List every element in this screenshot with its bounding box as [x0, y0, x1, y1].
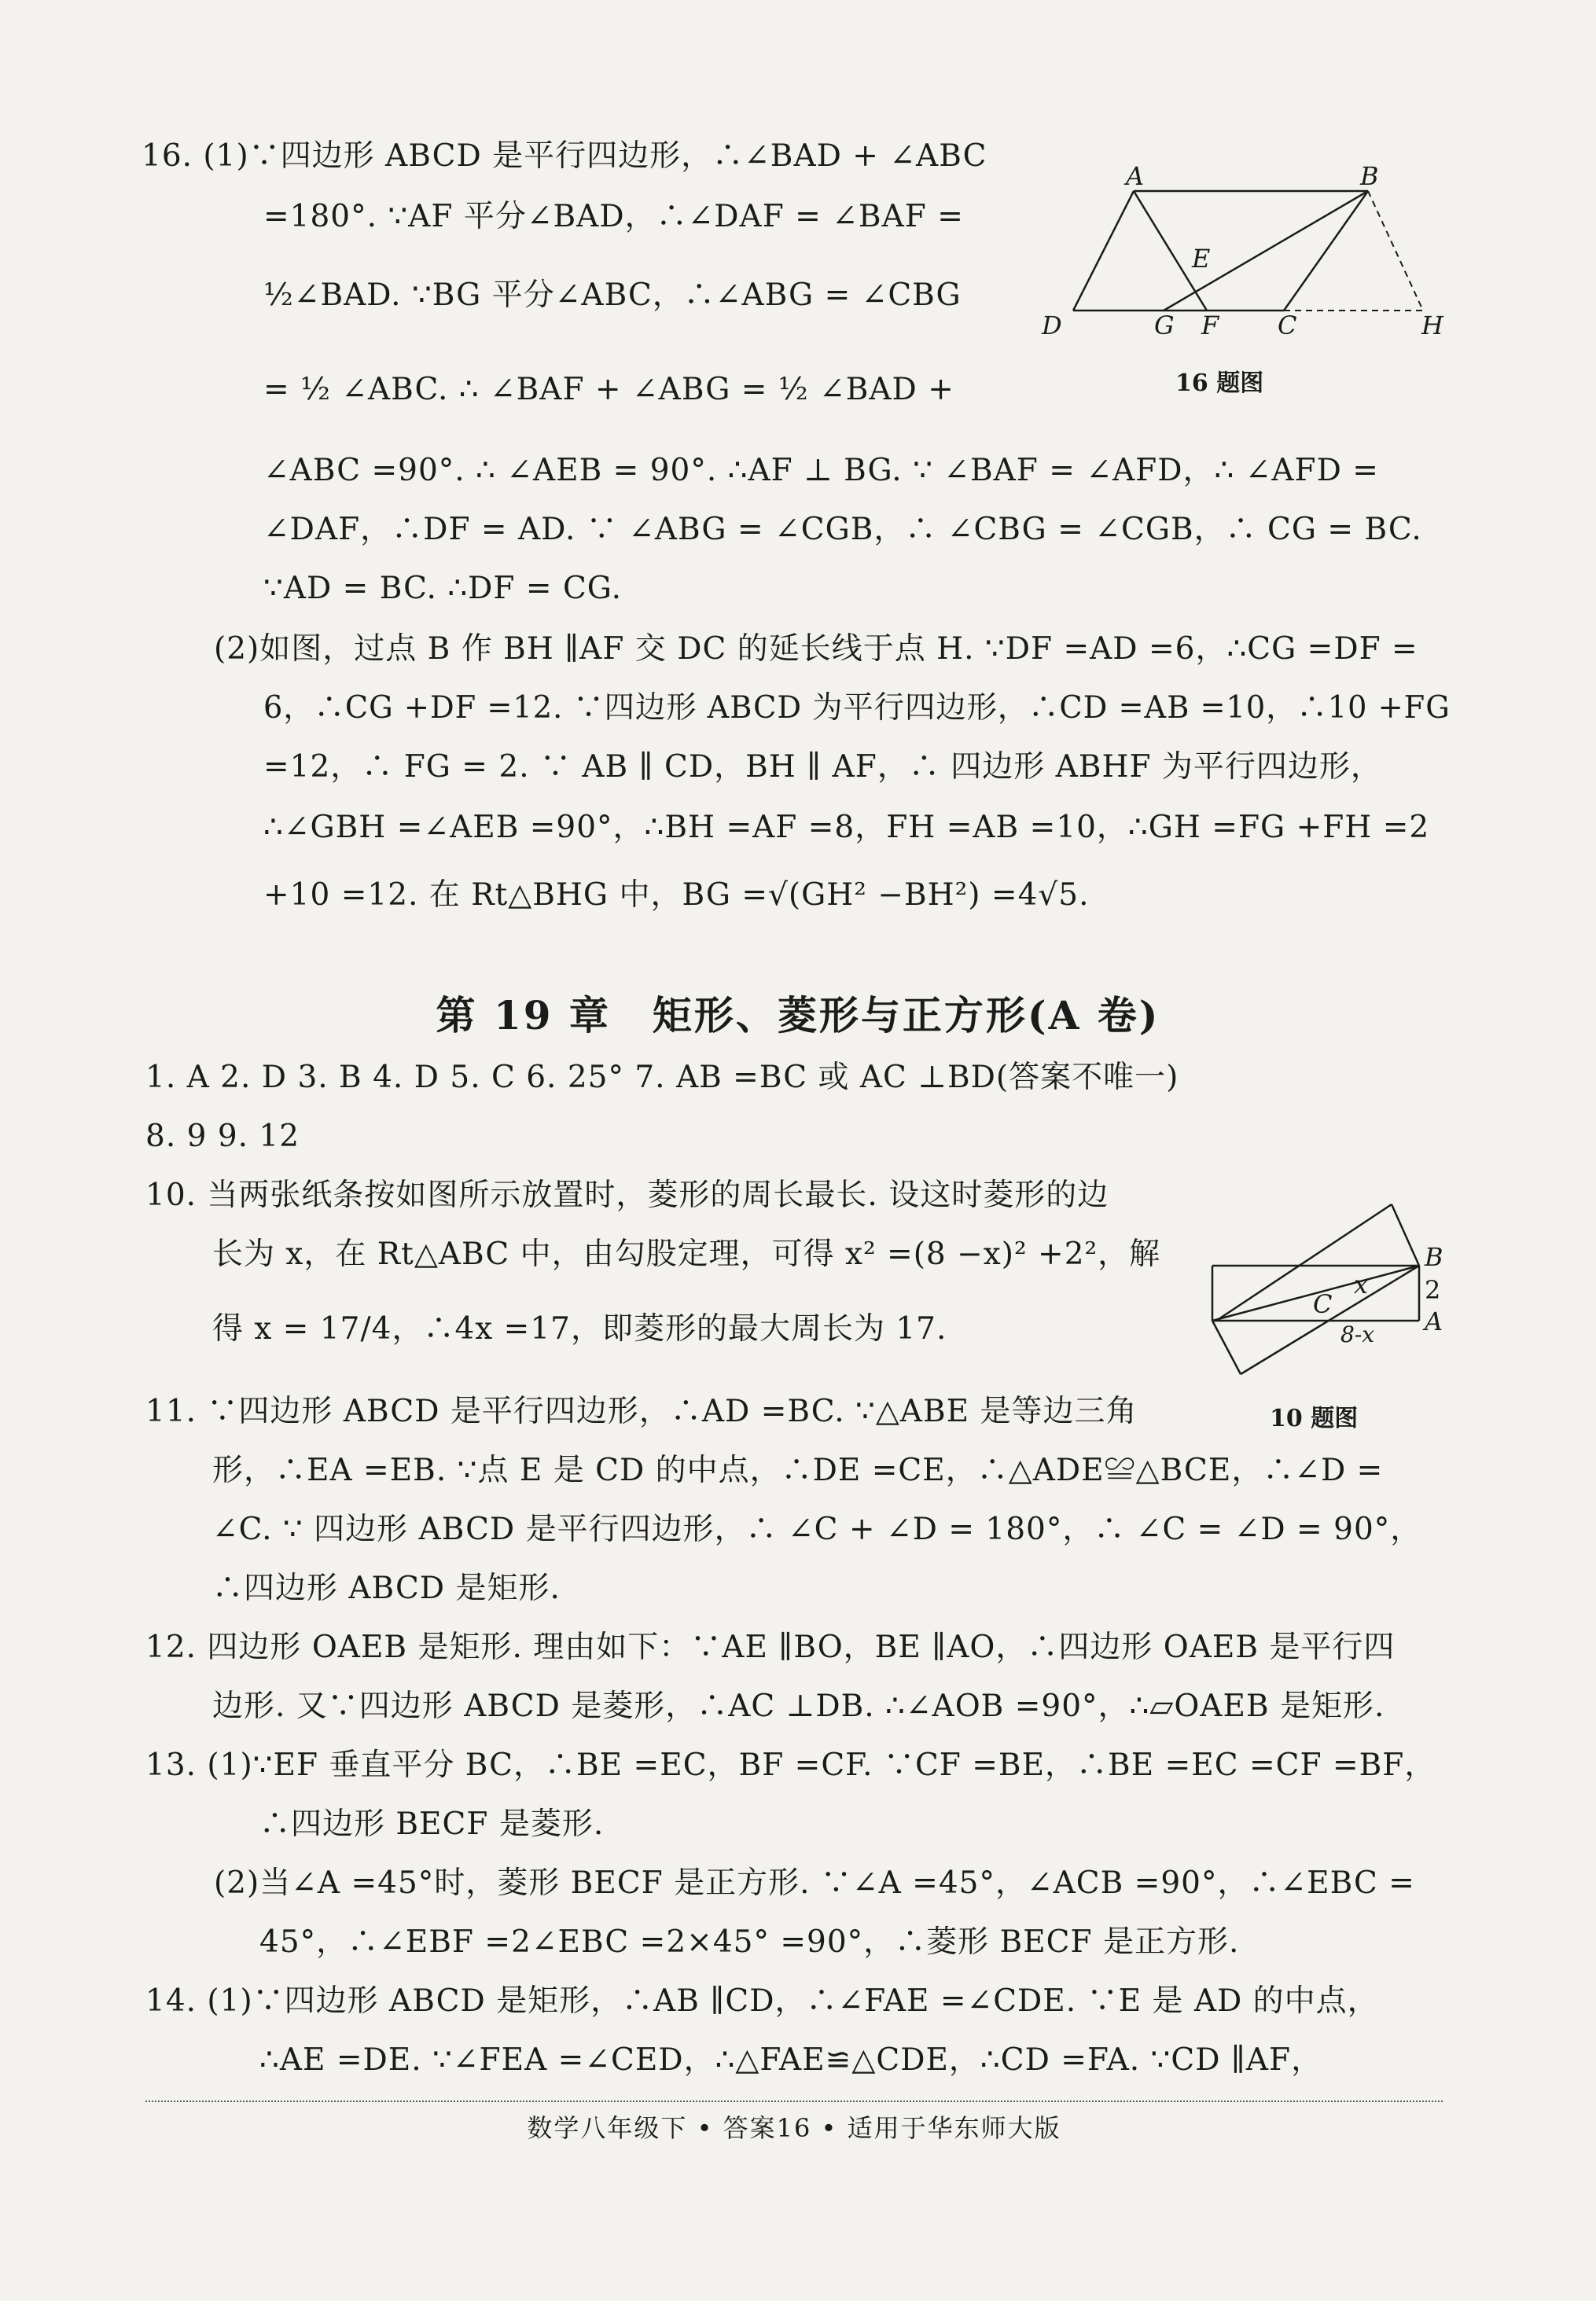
- text-line-q16-7: ∵AD = BC. ∴DF = CG.: [263, 571, 622, 606]
- text-line-q14-2: ∴AE =DE. ∵∠FEA =∠CED，∴△FAE≌△CDE，∴CD =FA. ∵CD ∥AF，: [259, 2042, 1323, 2078]
- text-line-q11-3: ∠C. ∵ 四边形 ABCD 是平行四边形，∴ ∠C + ∠D = 180°，∴ ∠C = ∠D = 90°，: [212, 1512, 1422, 1547]
- figure-16-caption: 16 题图: [1175, 369, 1264, 397]
- text-line-q10-1: 10. 当两张纸条按如图所示放置时，菱形的周长最长. 设这时菱形的边: [145, 1178, 1109, 1213]
- chapter-title: 第 19 章 矩形、菱形与正方形(A 卷): [436, 992, 1160, 1038]
- label-A: A: [1425, 1307, 1443, 1336]
- text-line-q16-1: 16. (1)∵四边形 ABCD 是平行四边形，∴∠BAD + ∠ABC: [142, 138, 987, 174]
- text-line-q11-2: 形，∴EA =EB. ∵点 E 是 CD 的中点，∴DE =CE，∴△ADE≌△BCE，∴∠D =: [212, 1453, 1384, 1488]
- text-line-q16-6: ∠DAF，∴DF = AD. ∵ ∠ABG = ∠CGB，∴ ∠CBG = ∠CGB，∴ CG = BC.: [263, 512, 1422, 547]
- label-H: H: [1421, 311, 1443, 340]
- label-x: x: [1354, 1270, 1369, 1299]
- text-line-q14-1: 14. (1)∵四边形 ABCD 是矩形，∴AB ∥CD，∴∠FAE =∠CDE. ∵E 是 AD 的中点，: [145, 1983, 1379, 2019]
- text-line-q13-2: ∴四边形 BECF 是菱形.: [259, 1807, 605, 1842]
- text-line-q16-3: ½∠BAD. ∵BG 平分∠ABC，∴∠ABG = ∠CBG: [263, 278, 962, 313]
- label-A: A: [1126, 165, 1145, 191]
- text-line-q16-11: ∴∠GBH =∠AEB =90°，∴BH =AF =8，FH =AB =10，∴GH =FG +FH =2: [263, 810, 1430, 845]
- label-D: D: [1042, 311, 1062, 340]
- text-line-q16-9: 6，∴CG +DF =12. ∵四边形 ABCD 为平行四边形，∴CD =AB =10，∴10 +FG: [263, 690, 1451, 726]
- figure-10-caption: 10 题图: [1270, 1405, 1359, 1432]
- text-line-q13-4: 45°，∴∠EBF =2∠EBC =2×45° =90°，∴菱形 BECF 是正方形.: [259, 1924, 1240, 1960]
- label-G: G: [1154, 311, 1175, 340]
- label-B: B: [1425, 1242, 1443, 1272]
- page-footer: 数学八年级下 • 答案16 • 适用于华东师大版: [145, 2101, 1443, 2145]
- text-line-q13-1: 13. (1)∵EF 垂直平分 BC，∴BE =EC，BF =CF. ∵CF =BE，∴BE =EC =CF =BF，: [145, 1748, 1436, 1783]
- label-E: E: [1192, 244, 1211, 274]
- text-line-q13-3: (2)当∠A =45°时，菱形 BECF 是正方形. ∵∠A =45°，∠ACB =90°，∴∠EBC =: [214, 1865, 1415, 1901]
- text-line-q16-2: =180°. ∵AF 平分∠BAD，∴∠DAF = ∠BAF =: [263, 199, 964, 234]
- text-line-q12-2: 边形. 又∵四边形 ABCD 是菱形，∴AC ⊥DB. ∴∠AOB =90°，∴▱OAEB 是矩形.: [212, 1689, 1385, 1724]
- text-line-q16-12: +10 =12. 在 Rt△BHG 中，BG =√(GH² −BH²) =4√5.: [263, 877, 1090, 913]
- text-line-q12-1: 12. 四边形 OAEB 是矩形. 理由如下：∵AE ∥BO，BE ∥AO，∴四边形 OAEB 是平行四: [145, 1630, 1396, 1665]
- text-line-ans-1: 1. A 2. D 3. B 4. D 5. C 6. 25° 7. AB =BC 或 AC ⊥BD(答案不唯一): [145, 1060, 1179, 1095]
- label-C: C: [1278, 311, 1297, 340]
- text-line-q16-4: = ½ ∠ABC. ∴ ∠BAF + ∠ABG = ½ ∠BAD +: [263, 372, 954, 407]
- text-line-ans-2: 8. 9 9. 12: [145, 1119, 300, 1154]
- text-line-q16-8: (2)如图，过点 B 作 BH ∥AF 交 DC 的延长线于点 H. ∵DF =AD =6，∴CG =DF =: [214, 631, 1418, 667]
- figure-10: [1203, 1203, 1462, 1384]
- label-F: F: [1201, 311, 1219, 340]
- text-line-q10-2: 长为 x，在 Rt△ABC 中，由勾股定理，可得 x² =(8 −x)² +2²，解: [212, 1237, 1161, 1272]
- text-line-q11-4: ∴四边形 ABCD 是矩形.: [212, 1571, 561, 1606]
- figure-16: [1038, 165, 1462, 346]
- text-line-q11-1: 11. ∵四边形 ABCD 是平行四边形，∴AD =BC. ∵△ABE 是等边三角: [145, 1394, 1138, 1429]
- text-line-q10-3: 得 x = 17/4，∴4x =17，即菱形的最大周长为 17.: [212, 1311, 947, 1347]
- label-B: B: [1360, 165, 1379, 191]
- label-eight-minus-x: 8-x: [1340, 1321, 1375, 1347]
- text-line-q16-5: ∠ABC =90°. ∴ ∠AEB = 90°. ∴AF ⊥ BG. ∵ ∠BAF = ∠AFD，∴ ∠AFD =: [263, 453, 1379, 488]
- text-line-q16-10: =12，∴ FG = 2. ∵ AB ∥ CD，BH ∥ AF，∴ 四边形 ABHF 为平行四边形，: [263, 749, 1382, 785]
- label-two: 2: [1425, 1275, 1441, 1305]
- label-C: C: [1313, 1289, 1333, 1319]
